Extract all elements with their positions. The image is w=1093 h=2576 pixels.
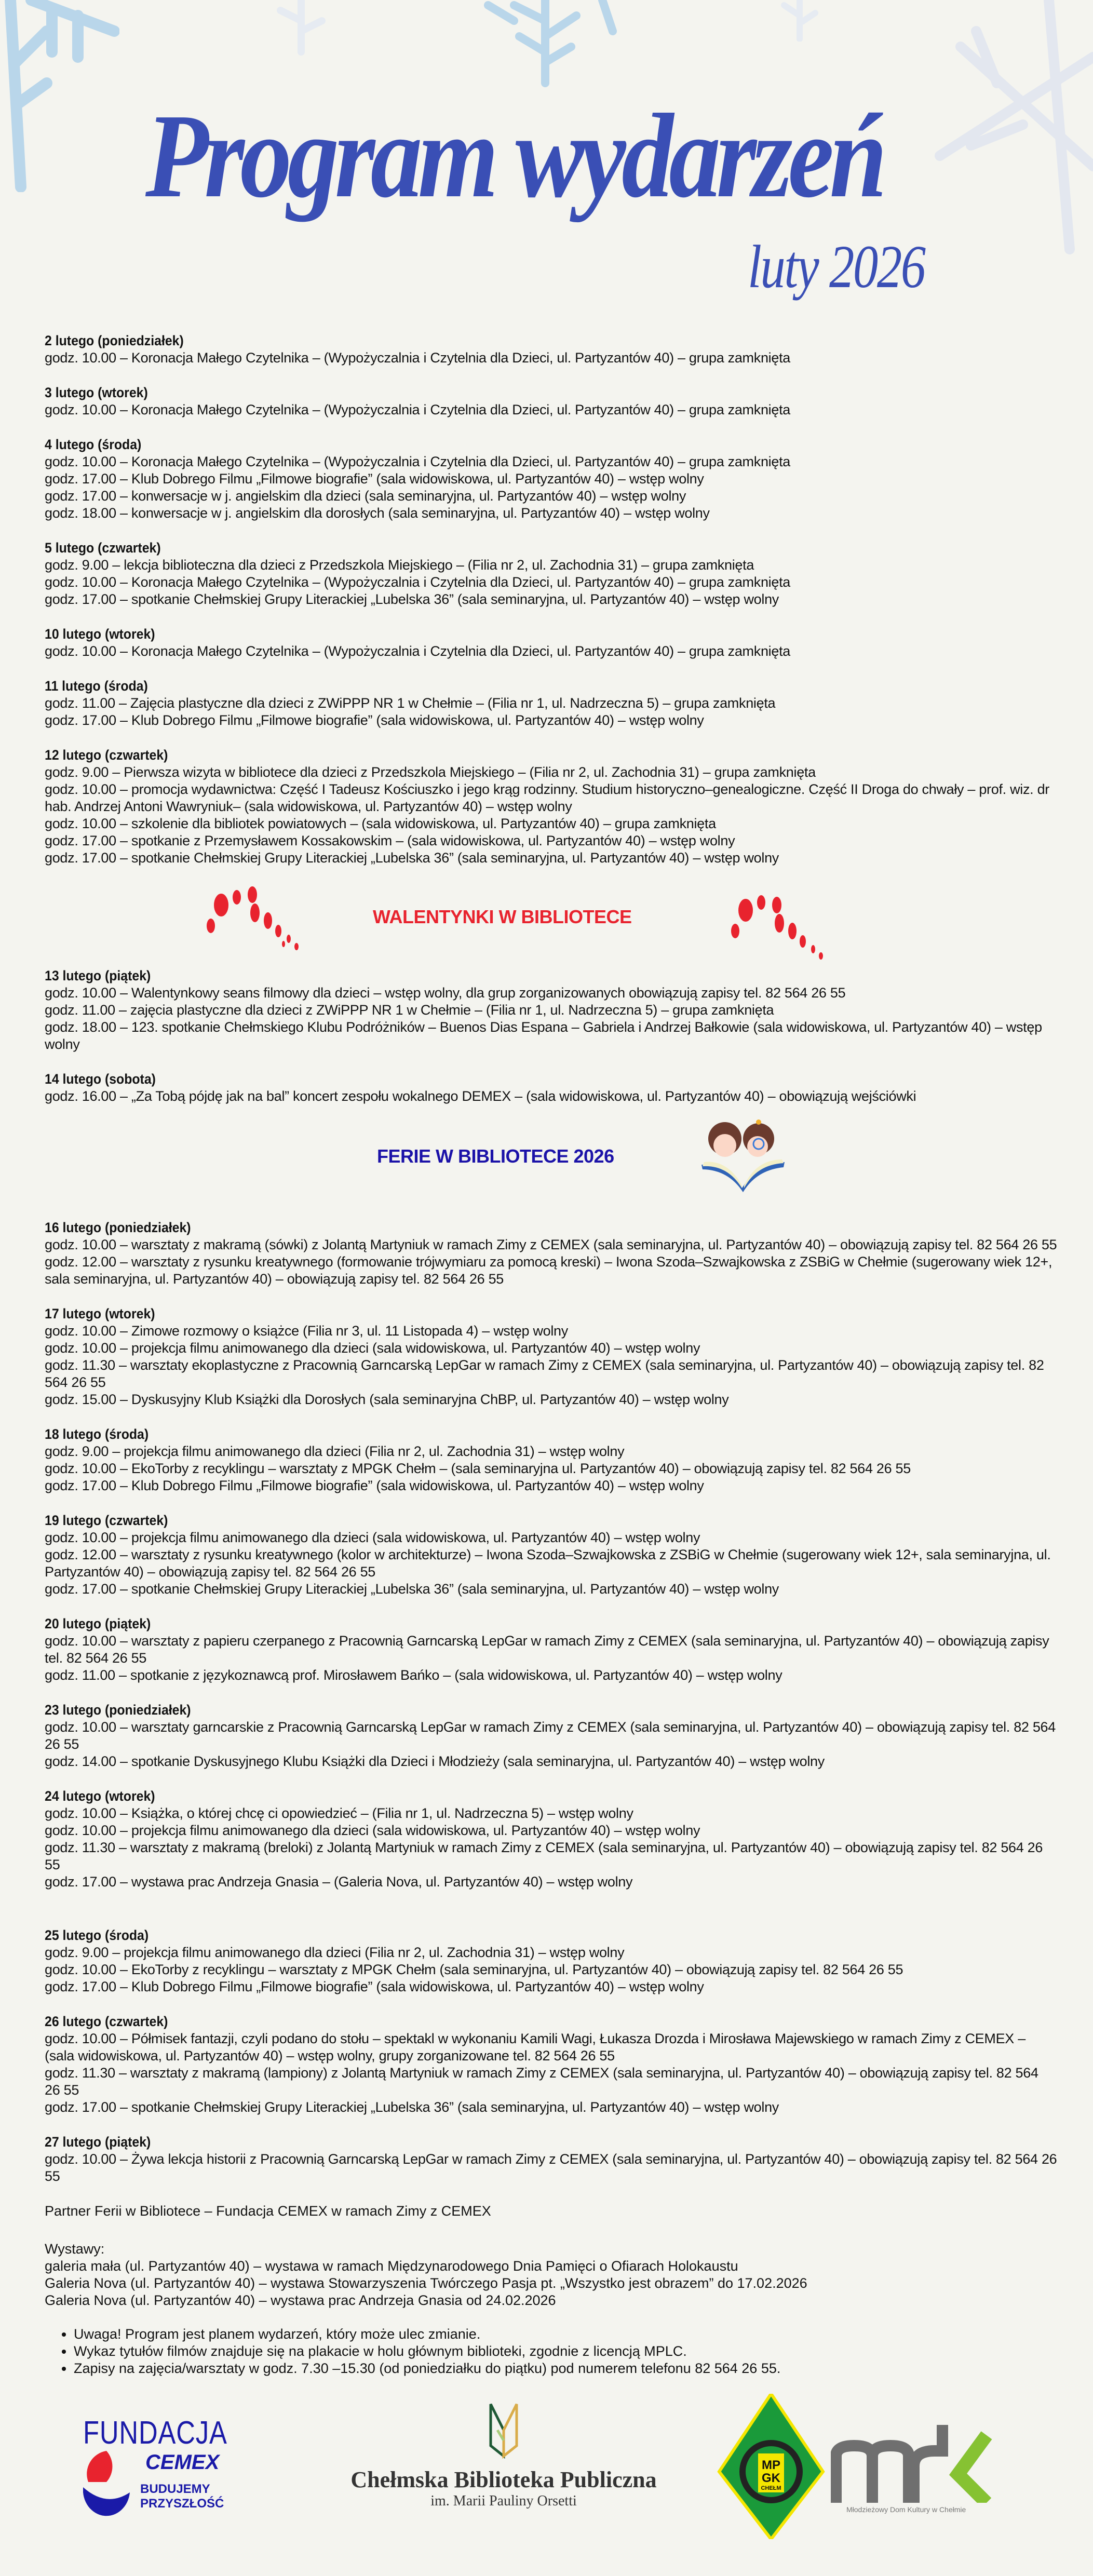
day-title: 14 lutego (sobota) bbox=[45, 1071, 156, 1087]
day-section bbox=[45, 1219, 1070, 1288]
event-item: godz. 11.00 – spotkanie z językoznawcą prof. Mirosławem Bańko – (sala widowiskowa, ul. Partyzantów 40) – wstęp wolny bbox=[45, 1667, 782, 1683]
mdk-mark-icon bbox=[831, 2425, 1002, 2503]
day-section bbox=[45, 1305, 1070, 1408]
day-section bbox=[45, 1927, 1070, 1995]
event-item: godz. 10.00 – Koronacja Małego Czytelnika – (Wypożyczalnia i Czytelnia dla Dzieci, ul. Partyzantów 40) – grupa zamknięta bbox=[45, 643, 790, 659]
chelmska-biblioteka-logo bbox=[322, 2399, 685, 2510]
event-item: godz. 17.00 – wystawa prac Andrzeja Gnasia – (Galeria Nova, ul. Partyzantów 40) – wstęp wolny bbox=[45, 1874, 633, 1890]
ferie-banner-label: FERIE W BIBLIOTECE 2026 bbox=[377, 1145, 614, 1167]
mpgk-chelm-logo bbox=[717, 2394, 826, 2542]
exhibitions-section bbox=[45, 2241, 1070, 2309]
exhibition-item: Galeria Nova (ul. Partyzantów 40) – wystawa Stowarzyszenia Twórczego Pasja pt. „Wszystko jest obrazem” do 17.02.2026 bbox=[45, 2275, 807, 2291]
day-title: 11 lutego (środa) bbox=[45, 678, 148, 694]
event-item: godz. 17.00 – spotkanie Chełmskiej Grupy Literackiej „Lubelska 36” (sala seminaryjna, ul. Partyzantów 40) – wstęp wolny bbox=[45, 591, 779, 607]
kids-reading-book-icon bbox=[696, 1115, 790, 1196]
day-section bbox=[45, 1615, 1070, 1684]
day-section bbox=[45, 747, 1070, 867]
event-program bbox=[0, 332, 1070, 2377]
day-section bbox=[45, 626, 1070, 660]
exhibitions-title: Wystawy: bbox=[45, 2241, 105, 2257]
cemex-globe-icon bbox=[83, 2451, 130, 2518]
event-item: godz. 11.30 – warsztaty ekoplastyczne z Pracownią Garncarską LepGar w ramach Zimy z CEMEX (sala seminaryjna, ul. Partyzantów 40) – obowiązują zapisy tel. 82 564 26 55 bbox=[45, 1357, 1044, 1390]
event-item: godz. 16.00 – „Za Tobą pójdę jak na bal” koncert zespołu wokalnego DEMEX – (sala widowiskowa, ul. Partyzantów 40) – obowiązują wejściówki bbox=[45, 1088, 916, 1104]
note-item: • Zapisy na zajęcia/warsztaty w godz. 7.30 –15.30 (od poniedziałku do piątku) pod numerem telefonu 82 564 26 55. bbox=[74, 2360, 1070, 2377]
event-item: godz. 10.00 – warsztaty z makramą (sówki) z Jolantą Martyniuk w ramach Zimy z CEMEX (sala seminaryjna, ul. Partyzantów 40) – obowiązują zapisy tel. 82 564 26 55 bbox=[45, 1237, 1057, 1252]
event-item: godz. 11.30 – warsztaty z makramą (lampiony) z Jolantą Martyniuk w ramach Zimy z CEMEX (sala seminaryjna, ul. Partyzantów 40) – obowiązują zapisy tel. 82 564 26 55 bbox=[45, 2065, 1038, 2098]
event-item: godz. 17.00 – konwersacje w j. angielskim dla dzieci (sala seminaryjna, ul. Partyzantów 40) – wstęp wolny bbox=[45, 488, 686, 504]
cemex-brand-text: CEMEX bbox=[145, 2451, 220, 2474]
event-item: godz. 18.00 – 123. spotkanie Chełmskiego Klubu Podróżników – Buenos Dias Espana – Gabriela i Andrzej Bałkowie (sala widowiskowa, ul. Partyzantów 40) – wstęp wolny bbox=[45, 1019, 1042, 1052]
mpgk-text-gk: GK bbox=[762, 2471, 780, 2485]
cemex-tagline: BUDUJEMY PRZYSZŁOŚĆ bbox=[140, 2482, 224, 2511]
ferie-banner bbox=[45, 1110, 1070, 1198]
event-item: godz. 17.00 – Klub Dobrego Filmu „Filmowe biografie” (sala widowiskowa, ul. Partyzantów 40) – wstęp wolny bbox=[45, 471, 704, 487]
event-item: godz. 17.00 – Klub Dobrego Filmu „Filmowe biografie” (sala widowiskowa, ul. Partyzantów 40) – wstęp wolny bbox=[45, 1478, 704, 1493]
day-section bbox=[45, 436, 1070, 522]
day-title: 3 lutego (wtorek) bbox=[45, 385, 148, 400]
library-book-emblem-icon bbox=[488, 2399, 519, 2461]
day-section bbox=[45, 1512, 1070, 1598]
notes-list bbox=[45, 2326, 1070, 2377]
day-title: 10 lutego (wtorek) bbox=[45, 626, 155, 642]
page-title: Program wydarzeń bbox=[145, 89, 883, 223]
event-item: godz. 10.00 – Zimowe rozmowy o książce (Filia nr 3, ul. 11 Listopada 4) – wstęp wolny bbox=[45, 1323, 568, 1339]
partner-note: Partner Ferii w Bibliotece – Fundacja CEMEX w ramach Zimy z CEMEX bbox=[45, 2203, 491, 2219]
day-section bbox=[45, 967, 1070, 1053]
event-item: godz. 15.00 – Dyskusyjny Klub Książki dla Dorosłych (sala seminaryjna ChBP, ul. Partyzantów 40) – wstęp wolny bbox=[45, 1392, 729, 1407]
event-item: godz. 10.00 – Koronacja Małego Czytelnika – (Wypożyczalnia i Czytelnia dla Dzieci, ul. Partyzantów 40) – grupa zamknięta bbox=[45, 402, 790, 417]
page-subtitle-month: luty 2026 bbox=[748, 233, 925, 301]
event-item: godz. 10.00 – Książka, o której chcę ci opowiedzieć – (Filia nr 1, ul. Nadrzeczna 5) – wstęp wolny bbox=[45, 1805, 633, 1821]
event-item: godz. 12.00 – warsztaty z rysunku kreatywnego (formowanie trójwymiaru za pomocą kreski) – Iwona Szoda–Szwajkowska z ZSBiG w Chełmie (sugerowany wiek 12+, sala seminaryjna, ul. Partyzantów 40) – obowiązują zapisy tel. 82 564 26 55 bbox=[45, 1254, 1052, 1287]
partner-logos bbox=[0, 2399, 1093, 2534]
day-title: 12 lutego (czwartek) bbox=[45, 747, 168, 763]
event-item: godz. 10.00 – Półmisek fantazji, czyli podano do stołu – spektakl w wykonaniu Kamili Wagi, Łukasza Drozda i Mirosława Majewskiego w ramach Zimy z CEMEX – (sala widowiskowa, ul. Partyzantów 40) – wstęp wolny, grupy zorganizowane tel. 82 564 26 55 bbox=[45, 2031, 1025, 2064]
exhibition-item: galeria mała (ul. Partyzantów 40) – wystawa w ramach Międzynarodowego Dnia Pamięci o Ofiarach Holokaustu bbox=[45, 2258, 738, 2274]
hearts-icon bbox=[725, 895, 844, 965]
fundacja-cemex-logo-title: FUNDACJA bbox=[83, 2415, 227, 2451]
day-section bbox=[45, 384, 1070, 419]
note-item: • Uwaga! Program jest planem wydarzeń, który może ulec zmianie. bbox=[74, 2326, 1070, 2343]
event-item: godz. 10.00 – projekcja filmu animowanego dla dzieci (sala widowiskowa, ul. Partyzantów 40) – wstęp wolny bbox=[45, 1340, 700, 1356]
event-item: godz. 14.00 – spotkanie Dyskusyjnego Klubu Książki dla Dzieci i Młodzieży (sala seminaryjna, ul. Partyzantów 40) – wstęp wolny bbox=[45, 1754, 825, 1769]
day-section bbox=[45, 2013, 1070, 2116]
valentines-banner bbox=[45, 884, 1070, 952]
event-item: godz. 10.00 – Koronacja Małego Czytelnika – (Wypożyczalnia i Czytelnia dla Dzieci, ul. Partyzantów 40) – grupa zamknięta bbox=[45, 454, 790, 469]
hearts-icon bbox=[200, 884, 320, 954]
day-title: 25 lutego (środa) bbox=[45, 1927, 149, 1943]
day-title: 24 lutego (wtorek) bbox=[45, 1788, 155, 1804]
event-item: godz. 11.00 – Zajęcia plastyczne dla dzieci z ZWiPPP NR 1 w Chełmie – (Filia nr 1, ul. Nadrzeczna 5) – grupa zamknięta bbox=[45, 695, 776, 711]
day-title: 16 lutego (poniedziałek) bbox=[45, 1220, 191, 1235]
event-item: godz. 10.00 – EkoTorby z recyklingu – warsztaty z MPGK Chełm – (sala seminaryjna ul. Partyzantów 40) – obowiązują zapisy tel. 82 564 26 55 bbox=[45, 1461, 911, 1476]
day-section bbox=[45, 1702, 1070, 1770]
day-section bbox=[45, 1788, 1070, 1891]
event-item: godz. 12.00 – warsztaty z rysunku kreatywnego (kolor w architekturze) – Iwona Szoda–Szwajkowska z ZSBiG w Chełmie (sugerowany wiek 12+, sala seminaryjna, ul. Partyzantów 40) – obowiązują zapisy tel. 82 564 26 55 bbox=[45, 1547, 1051, 1580]
event-item: godz. 10.00 – warsztaty z papieru czerpanego z Pracownią Garncarską LepGar w ramach Zimy z CEMEX (sala seminaryjna, ul. Partyzantów 40) – obowiązują zapisy tel. 82 564 26 55 bbox=[45, 1633, 1049, 1666]
event-item: godz. 17.00 – Klub Dobrego Filmu „Filmowe biografie” (sala widowiskowa, ul. Partyzantów 40) – wstęp wolny bbox=[45, 712, 704, 728]
day-title: 18 lutego (środa) bbox=[45, 1426, 149, 1442]
exhibition-item: Galeria Nova (ul. Partyzantów 40) – wystawa prac Andrzeja Gnasia od 24.02.2026 bbox=[45, 2292, 556, 2308]
library-patron: im. Marii Pauliny Orsetti bbox=[430, 2493, 577, 2509]
mdk-subtitle: Młodzieżowy Dom Kultury w Chełmie bbox=[846, 2505, 966, 2514]
day-title: 17 lutego (wtorek) bbox=[45, 1306, 155, 1321]
mpgk-text-chelm: CHEŁM bbox=[761, 2485, 781, 2491]
event-item: godz. 10.00 – szkolenie dla bibliotek powiatowych – (sala widowiskowa, ul. Partyzantów 40) – grupa zamknięta bbox=[45, 816, 716, 831]
valentines-banner-label: WALENTYNKI W BIBLIOTECE bbox=[373, 906, 632, 927]
event-item: godz. 11.30 – warsztaty z makramą (breloki) z Jolantą Martyniuk w ramach Zimy z CEMEX (sala seminaryjna, ul. Partyzantów 40) – obowiązują zapisy tel. 82 564 26 55 bbox=[45, 1840, 1043, 1872]
day-title: 19 lutego (czwartek) bbox=[45, 1513, 168, 1528]
event-item: godz. 17.00 – spotkanie Chełmskiej Grupy Literackiej „Lubelska 36” (sala seminaryjna, ul. Partyzantów 40) – wstęp wolny bbox=[45, 850, 779, 866]
day-title: 23 lutego (poniedziałek) bbox=[45, 1702, 191, 1718]
day-section bbox=[45, 1071, 1070, 1105]
event-item: godz. 10.00 – warsztaty garncarskie z Pracownią Garncarską LepGar w ramach Zimy z CEMEX (sala seminaryjna, ul. Partyzantów 40) – obowiązują zapisy tel. 82 564 26 55 bbox=[45, 1719, 1056, 1752]
event-item: godz. 9.00 – projekcja filmu animowanego dla dzieci (Filia nr 2, ul. Zachodnia 31) – wstęp wolny bbox=[45, 1444, 625, 1459]
event-item: godz. 10.00 – Koronacja Małego Czytelnika – (Wypożyczalnia i Czytelnia dla Dzieci, ul. Partyzantów 40) – grupa zamknięta bbox=[45, 574, 790, 590]
library-name: Chełmska Biblioteka Publiczna bbox=[350, 2467, 657, 2492]
day-section bbox=[45, 2134, 1070, 2185]
event-item: godz. 10.00 – EkoTorby z recyklingu – warsztaty z MPGK Chełm (sala seminaryjna, ul. Partyzantów 40) – obowiązują zapisy tel. 82 564 26 55 bbox=[45, 1962, 903, 1977]
day-section bbox=[45, 678, 1070, 729]
event-item: godz. 17.00 – spotkanie Chełmskiej Grupy Literackiej „Lubelska 36” (sala seminaryjna, ul. Partyzantów 40) – wstęp wolny bbox=[45, 1581, 779, 1597]
mpgk-text-mp: MP bbox=[762, 2458, 780, 2472]
event-item: godz. 10.00 – Żywa lekcja historii z Pracownią Garncarską LepGar w ramach Zimy z CEMEX (sala seminaryjna, ul. Partyzantów 40) – obowiązują zapisy tel. 82 564 26 55 bbox=[45, 2151, 1057, 2184]
day-section bbox=[45, 332, 1070, 367]
event-item: godz. 10.00 – projekcja filmu animowanego dla dzieci (sala widowiskowa, ul. Partyzantów 40) – wstęp wolny bbox=[45, 1530, 700, 1545]
day-title: 13 lutego (piątek) bbox=[45, 968, 151, 983]
day-section bbox=[45, 1426, 1070, 1494]
day-title: 27 lutego (piątek) bbox=[45, 2134, 151, 2150]
mdk-logo bbox=[831, 2425, 1002, 2514]
page-header bbox=[0, 0, 1093, 332]
event-item: godz. 10.00 – Koronacja Małego Czytelnika – (Wypożyczalnia i Czytelnia dla Dzieci, ul. Partyzantów 40) – grupa zamknięta bbox=[45, 350, 790, 366]
event-item: godz. 9.00 – lekcja biblioteczna dla dzieci z Przedszkola Miejskiego – (Filia nr 2, ul. Zachodnia 31) – grupa zamknięta bbox=[45, 557, 754, 573]
event-item: godz. 9.00 – Pierwsza wizyta w bibliotece dla dzieci z Przedszkola Miejskiego – (Filia nr 2, ul. Zachodnia 31) – grupa zamknięta bbox=[45, 764, 816, 780]
day-title: 2 lutego (poniedziałek) bbox=[45, 333, 184, 348]
day-title: 4 lutego (środa) bbox=[45, 437, 142, 452]
event-item: godz. 11.00 – zajęcia plastyczne dla dzieci z ZWiPPP NR 1 w Chełmie – (Filia nr 1, ul. Nadrzeczna 5) – grupa zamknięta bbox=[45, 1002, 774, 1018]
event-item: godz. 17.00 – Klub Dobrego Filmu „Filmowe biografie” (sala widowiskowa, ul. Partyzantów 40) – wstęp wolny bbox=[45, 1979, 704, 1994]
event-item: godz. 18.00 – konwersacje w j. angielskim dla dorosłych (sala seminaryjna, ul. Partyzantów 40) – wstęp wolny bbox=[45, 505, 710, 521]
day-section bbox=[45, 540, 1070, 608]
event-item: godz. 17.00 – spotkanie z Przemysławem Kossakowskim – (sala widowiskowa, ul. Partyzantów 40) – wstęp wolny bbox=[45, 833, 735, 848]
day-title: 20 lutego (piątek) bbox=[45, 1616, 151, 1631]
note-item: • Wykaz tytułów filmów znajduje się na plakacie w holu głównym biblioteki, zgodnie z licencją MPLC. bbox=[74, 2343, 1070, 2360]
event-item: godz. 17.00 – spotkanie Chełmskiej Grupy Literackiej „Lubelska 36” (sala seminaryjna, ul. Partyzantów 40) – wstęp wolny bbox=[45, 2099, 779, 2115]
day-title: 26 lutego (czwartek) bbox=[45, 2014, 168, 2029]
event-item: godz. 10.00 – promocja wydawnictwa: Część I Tadeusz Kościuszko i jego krąg rodzinny. Studium historyczno–genealogiczne. Część II Droga do chwały – prof. wiz. dr hab. Andrzej Antoni Wawryniuk– (sala widowiskowa, ul. Partyzantów 40) – wstęp wolny bbox=[45, 781, 1049, 814]
event-item: godz. 10.00 – Walentynkowy seans filmowy dla dzieci – wstęp wolny, dla grup zorganizowanych obowiązują zapisy tel. 82 564 26 55 bbox=[45, 985, 846, 1001]
event-item: godz. 10.00 – projekcja filmu animowanego dla dzieci (sala widowiskowa, ul. Partyzantów 40) – wstęp wolny bbox=[45, 1823, 700, 1838]
fundacja-cemex-logo bbox=[83, 2415, 227, 2511]
event-item: godz. 9.00 – projekcja filmu animowanego dla dzieci (Filia nr 2, ul. Zachodnia 31) – wstęp wolny bbox=[45, 1945, 625, 1960]
day-title: 5 lutego (czwartek) bbox=[45, 540, 161, 556]
